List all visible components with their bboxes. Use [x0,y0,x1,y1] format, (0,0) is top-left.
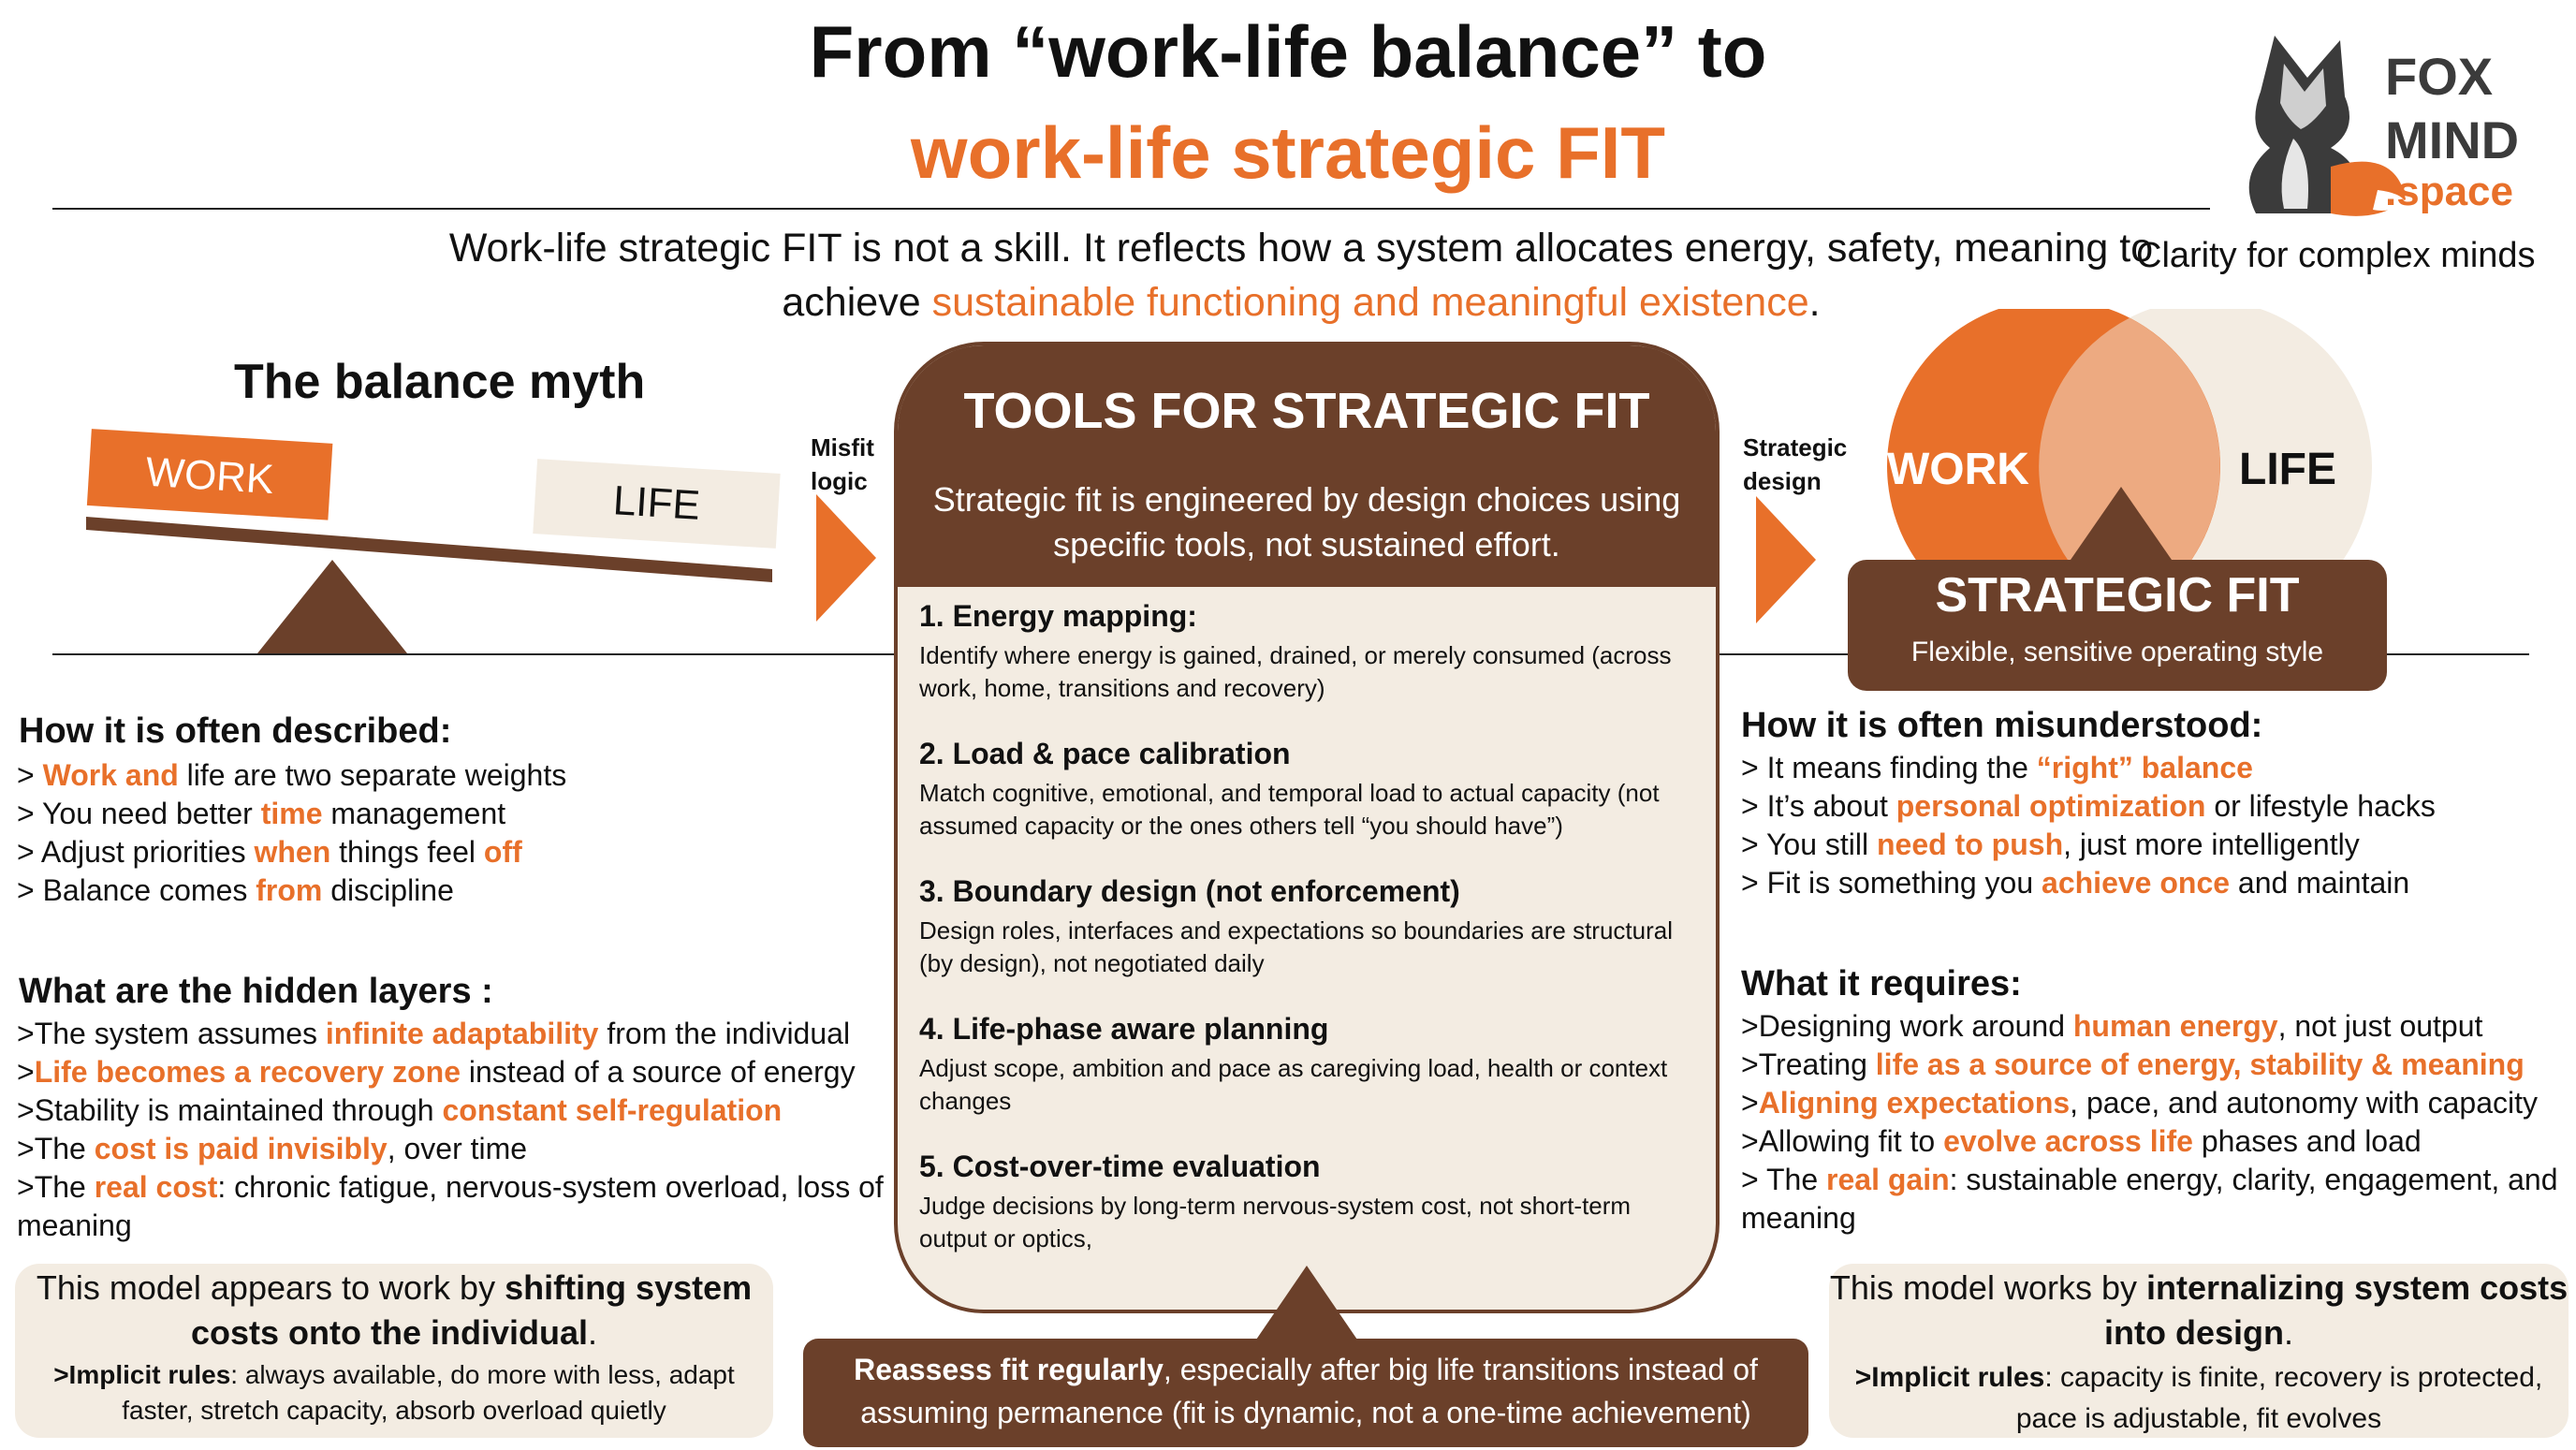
strategic-design-label [1743,431,1847,498]
tool-description: Design roles, interfaces and expectations so boundaries are structural (by design), not negotiated daily [919,916,1673,977]
title-line-2: work-life strategic FIT [910,111,1666,194]
list-text: > It means finding the [1741,751,2037,784]
requires-heading: What it requires: [1741,964,2022,1003]
logo-tagline: Clarity for complex minds [2136,236,2536,275]
tool-title: 5. Cost-over-time evaluation [919,1150,1321,1183]
tool-description: Match cognitive, emotional, and temporal load to actual capacity (not assumed capacity or the ones others tell “you should have”) [919,779,1660,840]
balance-myth-title: The balance myth [234,355,646,409]
highlight-text: constant self-regulation [442,1093,783,1127]
list-item [1741,1161,2574,1238]
list-text: > You still [1741,828,1877,861]
list-item [1741,1122,2574,1161]
strategic-label-line-2: design [1743,467,1822,495]
highlight-text: Life becomes a recovery zone [34,1055,461,1089]
highlight-text: real cost [94,1170,218,1204]
intro-end: . [1808,280,1821,325]
left-summary-bold: shifting system costs onto the individual [190,1268,753,1352]
list-text: , over time [387,1132,528,1165]
list-text: > It’s about [1741,789,1896,823]
list-item [17,1130,915,1168]
highlight-text: life as a source of energy, stability & meaning [1875,1047,2525,1081]
misfit-logic-label [811,431,874,498]
right-summary-pre: This model works by [1829,1268,2146,1307]
list-item [1741,749,2565,787]
left-summary-end: . [588,1313,598,1352]
tools-title: TOOLS FOR STRATEGIC FIT [963,383,1650,439]
list-text: phases and load [2192,1124,2422,1158]
list-item [17,1091,915,1130]
misunderstood-heading: How it is often misunderstood: [1741,706,2263,745]
logo-name-space: .space [2385,168,2513,214]
left-implicit-rules [15,1357,773,1428]
left-rules-text: : always available, do more with less, adapt faster, stretch capacity, absorb overload quietly [122,1360,735,1425]
list-text: , just more intelligently [2063,828,2360,861]
list-text: > Balance comes [17,873,256,907]
logo-name-mind: MIND [2385,110,2520,169]
list-text: > Fit is something you [1741,866,2042,900]
reassess-pointer-icon [1254,1266,1359,1342]
list-item [1741,1007,2574,1046]
highlight-text: Aligning expectations [1758,1086,2071,1120]
reassess-rest: , especially after big life transitions instead of assuming permanence (fit is dynamic, not a one-time achievement) [860,1353,1758,1429]
list-text: > [17,758,43,792]
list-text: > [1741,1086,1759,1120]
life-weight-label: LIFE [611,477,702,529]
tools-subtitle: Strategic fit is engineered by design choices using specific tools, not sustained effort. [932,480,1681,564]
intro-highlight: sustainable functioning and meaningful existence [931,280,1809,325]
intro-part-1: Work-life strategic FIT is not a skill. It reflects how a system allocates energy, safety, meaning to achieve [448,226,2154,325]
list-text: > Adjust priorities [17,835,255,869]
tool-description: Identify where energy is gained, drained, or merely consumed (across work, home, transitions and recovery) [919,641,1672,702]
tool-title: 1. Energy mapping: [919,599,1197,633]
list-item [1741,864,2565,902]
list-text: : sustainable energy, clarity, engagement, and meaning [1741,1163,2558,1235]
highlight-text: cost is paid invisibly [94,1132,388,1165]
hidden-layers-list [17,1015,915,1245]
tool-title: 3. Boundary design (not enforcement) [919,874,1460,908]
right-rules-text: : capacity is finite, recovery is protected, pace is adjustable, fit evolves [2015,1362,2543,1434]
list-text: , pace, and autonomy with capacity [2070,1086,2539,1120]
how-described-list [17,756,906,910]
list-text: > The [1741,1163,1827,1196]
list-item [17,833,906,871]
left-summary-main [15,1266,773,1355]
right-implicit-rules [1829,1357,2569,1440]
highlight-text: off [483,835,522,869]
tool-description: Adjust scope, ambition and pace as caregiving load, health or context changes [919,1054,1668,1115]
list-text: : chronic fatigue, nervous-system overload, loss of meaning [17,1170,884,1242]
list-text: or lifestyle hacks [2205,789,2436,823]
reassess-text [803,1348,1808,1434]
highlight-text: achieve once [2042,866,2231,900]
strategic-fit-subtitle: Flexible, sensitive operating style [1910,637,2324,667]
highlight-text: evolve across life [1943,1124,2193,1158]
list-text: discipline [322,873,454,907]
how-described-heading: How it is often described: [19,711,452,751]
list-item [1741,1084,2574,1122]
list-text: >Stability is maintained through [17,1093,443,1127]
right-summary-end: . [2283,1313,2293,1352]
highlight-text: when [254,835,331,869]
list-item [1741,1046,2574,1084]
highlight-text: infinite adaptability [325,1017,599,1050]
highlight-text: time [260,797,323,830]
misfit-label-line-1: Misfit [811,433,874,461]
left-summary-pre: This model appears to work by [36,1268,505,1307]
seesaw-illustration [75,412,805,655]
venn-work-label: WORK [1887,445,2029,494]
tool-item [919,599,1696,705]
strategic-fit-title: STRATEGIC FIT [1935,568,2300,622]
list-text: >Treating [1741,1047,1876,1081]
reassess-bold: Reassess fit regularly [854,1353,1164,1386]
highlight-text: from [256,873,323,907]
list-item [1741,787,2565,826]
list-item [17,756,906,795]
list-text: , not just output [2277,1009,2483,1043]
list-item [17,1168,915,1245]
tool-item [919,1012,1696,1118]
list-text: >Designing work around [1741,1009,2073,1043]
list-item [17,871,906,910]
list-text: management [322,797,506,830]
list-text: >The system assumes [17,1017,326,1050]
tool-item [919,1150,1696,1255]
venn-life-label: LIFE [2239,445,2336,494]
highlight-text: “right” balance [2036,751,2253,784]
list-item [17,1053,915,1091]
misfit-arrow-icon [816,494,882,622]
misunderstood-list [1741,749,2565,902]
list-item [1741,826,2565,864]
list-text: >The [17,1170,95,1204]
tool-description: Judge decisions by long-term nervous-system cost, not short-term output or optics, [919,1192,1632,1252]
list-text: life are two separate weights [178,758,567,792]
work-weight-label: WORK [144,448,275,504]
list-text: from the individual [598,1017,851,1050]
strategic-arrow-icon [1756,496,1822,623]
title-line-1: From “work-life balance” to [809,10,1767,93]
list-text: and maintain [2230,866,2410,900]
list-item [17,1015,915,1053]
list-text: > You need better [17,797,261,830]
highlight-text: real gain [1826,1163,1950,1196]
tool-title: 2. Load & pace calibration [919,737,1291,770]
tool-title: 4. Life-phase aware planning [919,1012,1329,1046]
misfit-label-line-2: logic [811,467,868,495]
highlight-text: personal optimization [1895,789,2206,823]
list-text: >Allowing fit to [1741,1124,1944,1158]
logo-name-fox: FOX [2385,47,2494,106]
strategic-label-line-1: Strategic [1743,433,1848,461]
list-text: > [17,1055,35,1089]
list-text: things feel [330,835,484,869]
highlight-text: human energy [2072,1009,2278,1043]
hidden-layers-heading: What are the hidden layers : [19,972,493,1011]
seesaw-fulcrum [257,560,407,653]
tool-item [919,874,1696,980]
tool-item [919,737,1696,842]
requires-list [1741,1007,2574,1238]
left-rules-label: >Implicit rules [53,1360,231,1389]
right-summary-main [1829,1266,2569,1355]
list-text: >The [17,1132,95,1165]
tools-list [919,599,1696,1287]
left-divider [52,653,897,655]
highlight-text: need to push [1877,828,2064,861]
right-summary-bold: internalizing system costs into design [2103,1268,2569,1352]
highlight-text: Work and [42,758,179,792]
right-rules-label: >Implicit rules [1854,1362,2045,1393]
header-divider [52,208,2210,210]
list-item [17,795,906,833]
list-text: instead of a source of energy [461,1055,856,1089]
